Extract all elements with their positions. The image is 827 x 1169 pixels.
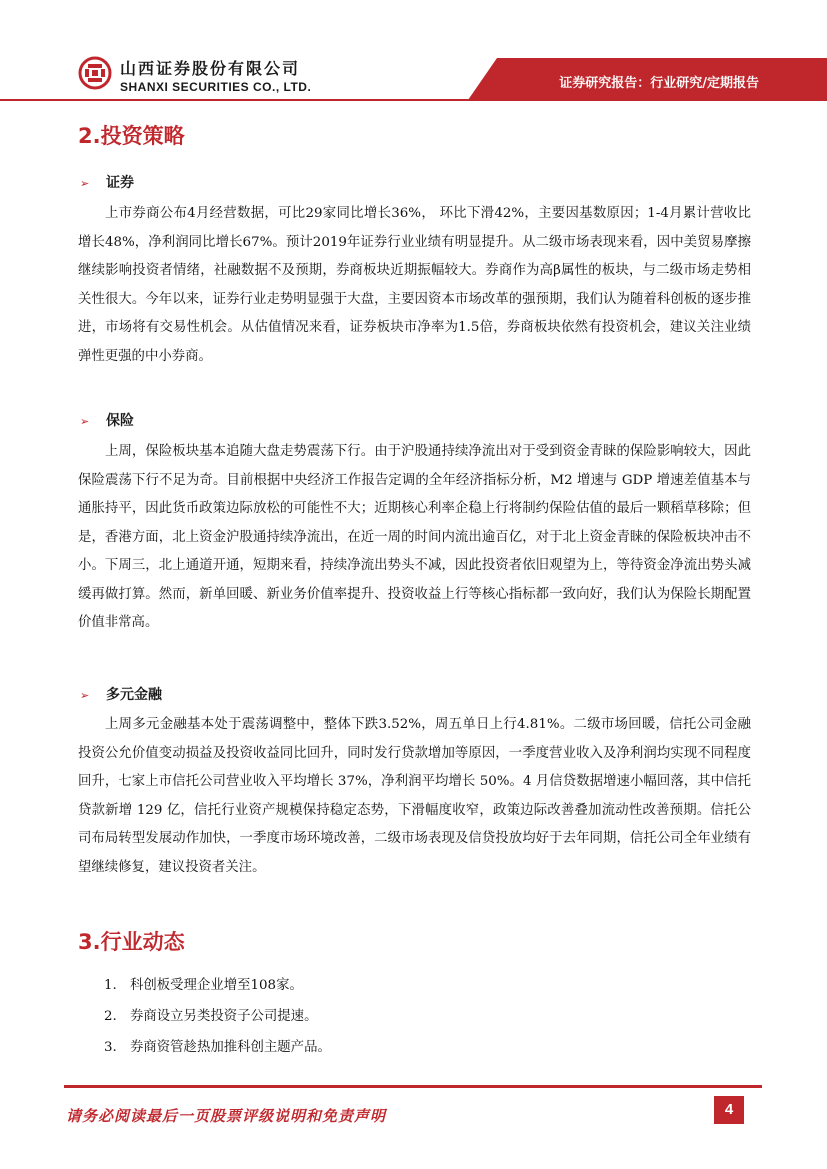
industry-news-list (104, 976, 331, 1069)
page-number: 4 (714, 1096, 744, 1124)
subheading-diversified-finance: ➢ 多元金融 (80, 687, 162, 703)
paragraph-securities: 上市券商公布4月经营数据，可比29家同比增长36%， 环比下滑42%，主要因基数原因；1-4月累计营收比增长48%，净利润同比增长67%。预计2019年证券行业业绩有明显提升。从二级市场表现来看，因中美贸易摩擦继续影响投资者情绪，社融数据不及预期，券商板块近期振幅较大。券商作为高β属性的板块，与二级市场走势相关性很大。今年以来，证券行业走势明显强于大盘，主要因资本市场改革的强预期，我们认为随着科创板的逐步推进，市场将有交易性机会。从估值情况来看，证券板块市净率为1.5倍，券商板块依然有投资机会，建议关注业绩弹性更强的中小券商。 (78, 206, 751, 364)
company-name-cn: 山西证券股份有限公司 (120, 59, 301, 78)
page-header (0, 0, 827, 110)
subheading-insurance: ➢ 保险 (80, 413, 134, 429)
section-title-industry-news: 3.行业动态 (78, 930, 185, 954)
footer-disclaimer: 请务必阅读最后一页股票评级说明和免责声明 (66, 1107, 387, 1125)
list-item: 2. 券商设立另类投资子公司提速。 (104, 1009, 318, 1024)
company-name-en: SHANXI SECURITIES CO., LTD. (120, 80, 312, 94)
arrow-bullet-icon: ➢ (80, 415, 90, 428)
subheading-securities: ➢ 证券 (80, 175, 134, 191)
company-logo-icon (78, 56, 112, 90)
report-type: 证券研究报告：行业研究/定期报告 (559, 76, 759, 91)
arrow-bullet-icon: ➢ (80, 177, 90, 190)
paragraph-insurance: 上周，保险板块基本追随大盘走势震荡下行。由于沪股通持续净流出对于受到资金青睐的保险影响较大，因此保险震荡下行不足为奇。目前根据中央经济工作报告定调的全年经济指标分析，M2 增速与 GDP 增速差值基本与通胀持平，因此货币政策边际放松的可能性不大；近期核心利率企稳上行将制约保险估值的最后一颗稻草移除；但是，香港方面，北上资金沪股通持续净流出，在近一周的时间内流出逾百亿，对于北上资金青睐的保险板块冲击不小。下周三，北上通道开通，短期来看，持续净流出势头不减，因此投资者依旧观望为上，等待资金净流出势头减缓再做打算。然而，新单回暖、新业务价值率提升、投资收益上行等核心指标都一致向好，我们认为保险长期配置价值非常高。 (78, 444, 751, 630)
list-item: 1. 科创板受理企业增至108家。 (104, 978, 303, 993)
company-name (120, 60, 311, 94)
list-item: 3. 券商资管趁热加推科创主题产品。 (104, 1040, 331, 1055)
arrow-bullet-icon: ➢ (80, 689, 90, 702)
paragraph-diversified-finance: 上周多元金融基本处于震荡调整中，整体下跌3.52%，周五单日上行4.81%。二级市场回暖，信托公司金融投资公允价值变动损益及投资收益同比回升，同时发行贷款增加等原因，一季度营业收入及净利润均实现不同程度回升，七家上市信托公司营业收入平均增长 37%，净利润平均增长 50%。4 月信贷数据增速小幅回落，其中信托贷款新增 129 亿，信托行业资产规模保持稳定态势，下滑幅度收窄，政策边际改善叠加流动性改善预期。信托公司布局转型发展动作加快，一季度市场环境改善，二级市场表现及信贷投放均好于去年同期，信托公司全年业绩有望继续修复，建议投资者关注。 (78, 717, 751, 875)
footer-divider (64, 1085, 762, 1088)
section-title-strategy: 2.投资策略 (78, 124, 185, 148)
